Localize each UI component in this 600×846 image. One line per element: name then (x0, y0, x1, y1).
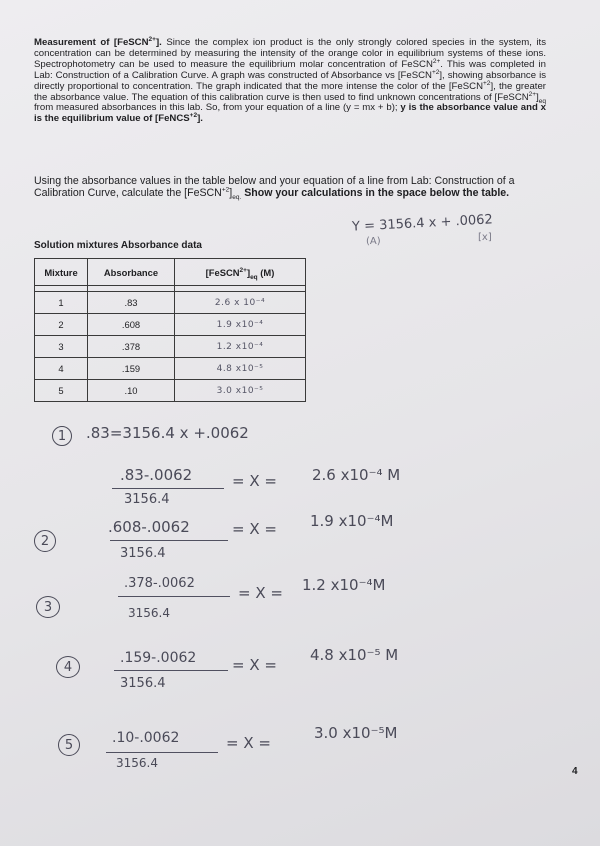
instruction-sup: +2 (221, 186, 230, 194)
calc-equals: = X = (232, 656, 277, 674)
intro-sup-1: 2+ (432, 57, 441, 65)
calc-result: 2.6 x10⁻⁴ M (312, 466, 401, 484)
conc-header-unit: (M) (257, 266, 275, 278)
cell-absorbance: .83 (88, 292, 175, 314)
instruction-text: Using the absorbance values in the table below and your equation of a line from Lab: Construction of a Calibration Curve, calculate the [FeSCN (34, 175, 515, 199)
conc-header-sup: 2+ (239, 266, 247, 274)
table-header-row (35, 259, 306, 286)
cell-concentration: 1.9 x10⁻⁴ (175, 314, 306, 336)
cell-absorbance: .159 (88, 358, 175, 380)
intro-sup-3: +2 (483, 79, 491, 87)
step-number-circle: 4 (56, 656, 80, 678)
absorbance-table (34, 258, 306, 402)
cell-mixture: 2 (35, 314, 88, 336)
table-row (35, 292, 306, 314)
fraction-bar (118, 596, 230, 597)
table-title: Solution mixtures Absorbance data (34, 240, 202, 251)
cell-concentration: 3.0 x10⁻⁵ (175, 380, 306, 402)
col-header-absorbance: Absorbance (88, 259, 175, 286)
intro-text-5: from measured absorbances in this lab. So, from your equation of a line (y = mx + b); (34, 102, 398, 114)
table-row (35, 314, 306, 336)
step-number-circle: 5 (58, 734, 80, 756)
instruction-paragraph (34, 176, 550, 199)
intro-heading-end: ]. (155, 37, 162, 48)
intro-sub-4: eq (538, 97, 546, 105)
cell-absorbance: .378 (88, 336, 175, 358)
intro-text-5-bold: y is the absorbance value and x is the equilibrium value of [FeNCS (34, 102, 546, 125)
intro-text-4: ], the greater the absorbance value. The equation of this calibration curve is then used to find unknown concentrations of [FeSCN (34, 80, 546, 103)
calc-result: 4.8 x10⁻⁵ M (310, 646, 399, 664)
instruction-bold: Show your calculations in the space below the table. (241, 186, 510, 199)
table-row (35, 358, 306, 380)
intro-paragraph (34, 35, 546, 125)
table-row (35, 336, 306, 358)
instruction-mid: ] (229, 186, 233, 199)
calc-numerator: .83-.0062 (120, 466, 193, 484)
equation-y-label: (A) (366, 236, 381, 247)
table-row (35, 380, 306, 402)
cell-mixture: 1 (35, 292, 88, 314)
cell-mixture: 3 (35, 336, 88, 358)
calc-denominator: 3156.4 (120, 546, 166, 561)
intro-heading (34, 37, 162, 48)
calc-equals: = X = (232, 472, 277, 490)
intro-sup-2: +2 (431, 68, 440, 76)
intro-sup-5: +2 (189, 112, 198, 120)
intro-heading-text: Measurement of [FeSCN (34, 37, 149, 48)
equation-x-label: [x] (478, 232, 492, 243)
calc-equals: = X = (238, 584, 283, 602)
calc-setup: .83=3156.4 x +.0062 (86, 424, 249, 442)
cell-concentration: 1.2 x10⁻⁴ (175, 336, 306, 358)
conc-header-end: ] (246, 266, 251, 278)
calc-equals: = X = (226, 734, 271, 752)
fraction-bar (110, 540, 228, 541)
cell-absorbance: .10 (88, 380, 175, 402)
page-number: 4 (572, 766, 578, 777)
fraction-bar (112, 488, 224, 489)
intro-text-5-end: ]. (197, 113, 203, 125)
cell-absorbance: .608 (88, 314, 175, 336)
conc-header-text: [FeSCN (205, 266, 240, 278)
intro-text-4-end: ] (536, 91, 539, 103)
intro-text-2: . This was completed in Lab: Construction of a Calibration Curve. A graph was constructed of Absorbance vs [FeSCN (34, 58, 546, 81)
calc-result: 1.2 x10⁻⁴M (302, 576, 386, 594)
instruction-sub: eq. (232, 193, 242, 201)
cell-mixture: 4 (35, 358, 88, 380)
fraction-bar (106, 752, 218, 753)
calc-numerator: .10-.0062 (112, 730, 180, 746)
col-header-mixture: Mixture (35, 259, 88, 286)
intro-sup-4: 2+ (528, 90, 537, 98)
col-header-concentration (175, 259, 306, 286)
cell-mixture: 5 (35, 380, 88, 402)
calibration-equation: Y = 3156.4 x + .0062 (351, 212, 494, 235)
step-number-circle: 2 (34, 530, 56, 552)
calc-denominator: 3156.4 (128, 606, 170, 620)
cell-concentration: 2.6 x 10⁻⁴ (175, 292, 306, 314)
calc-denominator: 3156.4 (116, 756, 158, 770)
calc-denominator: 3156.4 (120, 676, 166, 691)
fraction-bar (114, 670, 228, 671)
step-number-circle: 1 (52, 426, 72, 446)
calc-equals: = X = (232, 520, 277, 538)
conc-header-sub: eq (250, 273, 258, 281)
calc-result: 1.9 x10⁻⁴M (310, 512, 394, 530)
calc-result: 3.0 x10⁻⁵M (314, 724, 398, 742)
intro-text-1: Since the complex ion product is the only strongly colored species in the system, its concentration can be determined by measuring the intensity of the orange color in equilibrium systems of these ions. Spectrophotometry can be used to measure the equilibrium molar concentration of FeSCN (34, 37, 546, 70)
cell-concentration: 4.8 x10⁻⁵ (175, 358, 306, 380)
intro-text-3: ], showing absorbance is directly proportional to concentration. The graph indicated that the more intense the color of the [FeSCN (34, 69, 546, 92)
calc-numerator: .159-.0062 (120, 650, 197, 666)
calc-numerator: .378-.0062 (124, 576, 195, 591)
step-number-circle: 3 (36, 596, 60, 618)
calc-numerator: .608-.0062 (108, 518, 190, 536)
intro-heading-sup: 2+ (148, 35, 156, 43)
calc-denominator: 3156.4 (124, 492, 170, 507)
